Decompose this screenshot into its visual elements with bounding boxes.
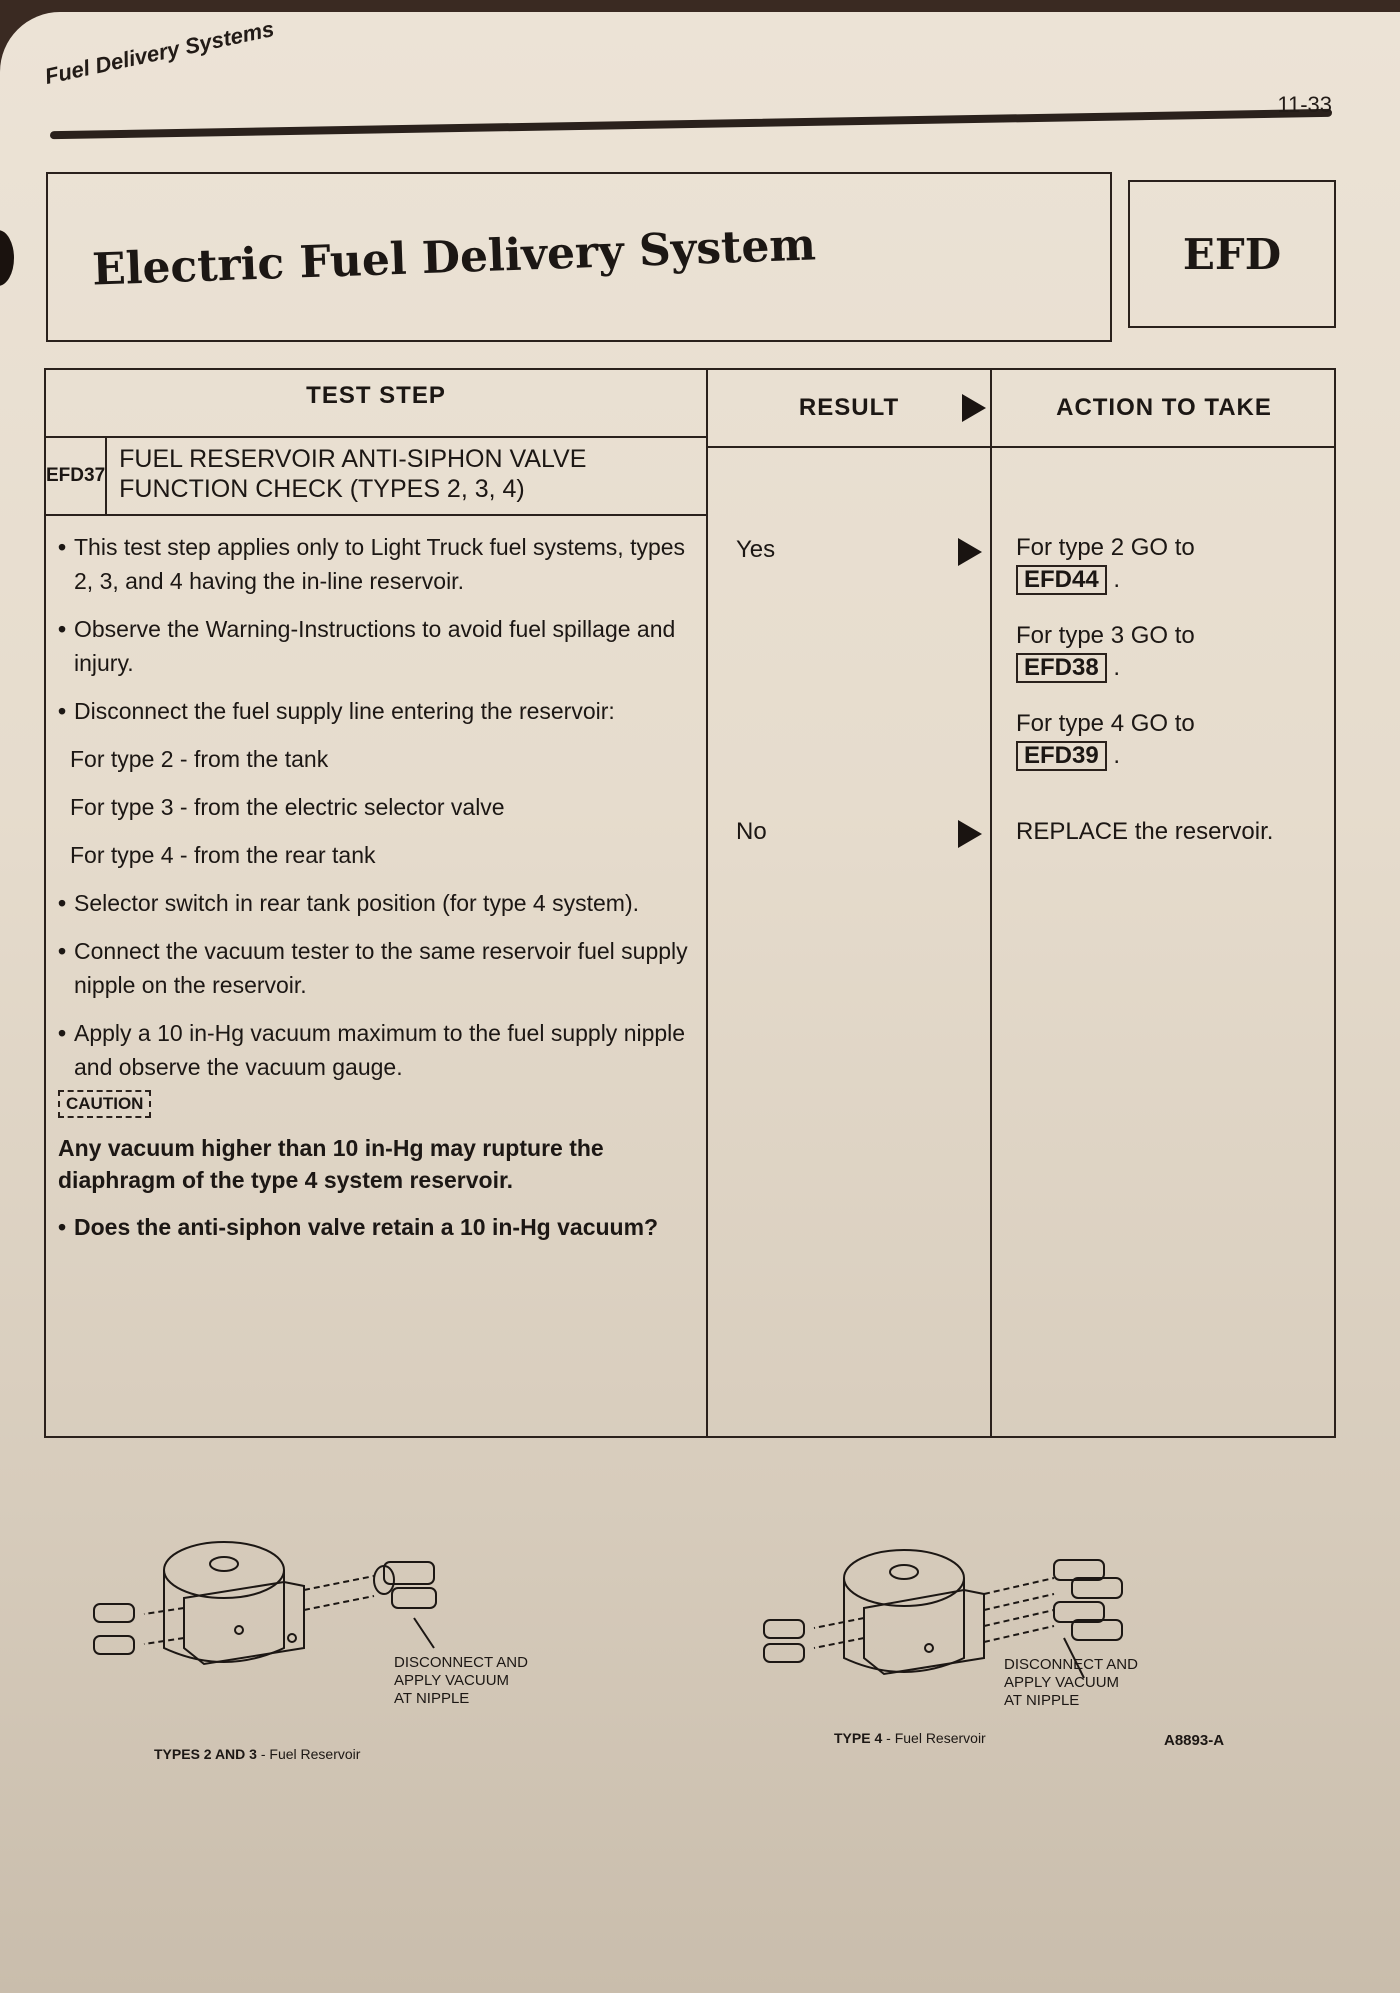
- caption-right: TYPE 4 - Fuel Reservoir: [834, 1730, 986, 1746]
- column-divider: [706, 370, 708, 1436]
- figure-code: A8893-A: [1164, 1732, 1225, 1749]
- callout-left: DISCONNECT AND APPLY VACUUM AT NIPPLE: [394, 1654, 528, 1707]
- arrow-right-icon: [962, 394, 986, 422]
- instruction-item: • This test step applies only to Light Truck fuel systems, types 2, 3, and 4 having the in-line reservoir.: [58, 534, 686, 594]
- section-code: EFD: [1182, 229, 1282, 279]
- ref-link-efd39[interactable]: EFD39: [1016, 741, 1107, 771]
- instruction-item: • Observe the Warning-Instructions to avoid fuel spillage and injury.: [58, 616, 676, 676]
- ref-link-efd38[interactable]: EFD38: [1016, 653, 1107, 683]
- action-item: REPLACE the reservoir.: [1016, 818, 1274, 845]
- header-result: [708, 370, 990, 446]
- test-step-table: [44, 368, 1336, 1438]
- header-rule-line: [708, 446, 1336, 448]
- step-instructions: [58, 530, 688, 1258]
- instruction-item: • Disconnect the fuel supply line entering the reservoir:: [58, 698, 615, 724]
- column-divider: [990, 370, 992, 1436]
- arrow-right-icon: [958, 820, 982, 848]
- figure-area: [44, 1438, 1336, 1993]
- instruction-item: • Connect the vacuum tester to the same reservoir fuel supply nipple on the reservoir.: [58, 938, 688, 998]
- page-title: Electric Fuel Delivery System: [91, 218, 817, 296]
- step-heading: [46, 436, 706, 516]
- page-number: 11-33: [1277, 92, 1332, 117]
- section-code-box: [1128, 180, 1336, 328]
- step-title: FUEL RESERVOIR ANTI-SIPHON VALVE FUNCTION CHECK (TYPES 2, 3, 4): [119, 445, 587, 503]
- manual-page: [0, 12, 1400, 1993]
- header-result-label: RESULT: [798, 394, 900, 421]
- result-yes: Yes: [736, 536, 776, 563]
- caption-left: TYPES 2 AND 3 - Fuel Reservoir: [154, 1746, 361, 1762]
- callout-right: DISCONNECT AND APPLY VACUUM AT NIPPLE: [1004, 1656, 1138, 1709]
- sub-item: For type 2 - from the tank: [70, 746, 329, 772]
- ref-link-efd44[interactable]: EFD44: [1016, 565, 1107, 595]
- sub-item: For type 4 - from the rear tank: [70, 842, 376, 868]
- instruction-item: • Apply a 10 in-Hg vacuum maximum to the fuel supply nipple and observe the vacuum gauge.: [58, 1020, 686, 1080]
- result-no: No: [736, 818, 767, 845]
- header-test-step: TEST STEP: [306, 382, 446, 409]
- arrow-right-icon: [958, 538, 982, 566]
- reservoir-type-4-illustration: [754, 1498, 1214, 1698]
- caution-text: Any vacuum higher than 10 in-Hg may rupture the diaphragm of the type 4 system reservoir.: [58, 1135, 604, 1193]
- action-item: For type 4 GO to EFD39 .: [1016, 710, 1195, 769]
- step-question: • Does the anti-siphon valve retain a 10 in-Hg vacuum?: [58, 1214, 659, 1240]
- action-item: For type 2 GO to EFD44 .: [1016, 534, 1195, 593]
- caution-badge: CAUTION: [58, 1090, 151, 1118]
- reservoir-types-2-3-illustration: [74, 1498, 534, 1678]
- section-label: Fuel Delivery Systems: [42, 16, 277, 90]
- sub-item: For type 3 - from the electric selector valve: [70, 794, 505, 820]
- action-item: For type 3 GO to EFD38 .: [1016, 622, 1195, 681]
- header-action: ACTION TO TAKE: [1056, 394, 1272, 421]
- title-box: [46, 172, 1112, 342]
- instruction-item: • Selector switch in rear tank position (for type 4 system).: [58, 890, 639, 916]
- step-id: EFD37: [46, 438, 107, 514]
- header-rule: [50, 109, 1332, 139]
- binder-hole: [0, 230, 14, 286]
